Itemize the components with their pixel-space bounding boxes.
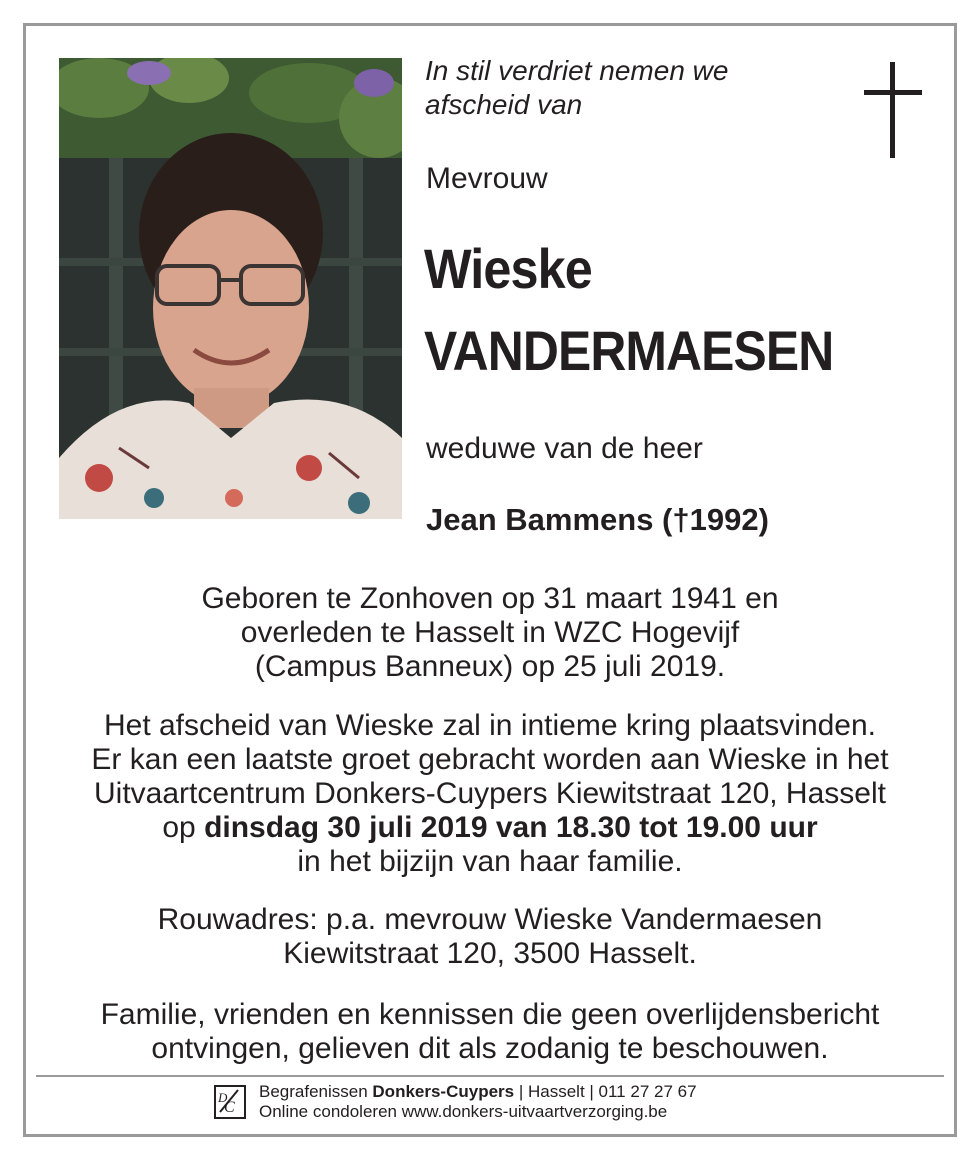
footer-details: | Hasselt | 011 27 27 67 bbox=[514, 1082, 697, 1101]
paragraph-line: Geboren te Zonhoven op 31 maart 1941 en bbox=[201, 582, 779, 615]
paragraph-line bbox=[40, 811, 940, 845]
paragraph-line: Rouwadres: p.a. mevrouw Wieske Vandermaesen bbox=[157, 903, 823, 936]
online-condolence-link[interactable]: Online condoleren www.donkers-uitvaartverzorging.be bbox=[259, 1102, 668, 1121]
closing-paragraph bbox=[40, 998, 940, 1066]
deceased-last-name: VANDERMAESEN bbox=[424, 319, 834, 382]
intro-line: In stil verdriet nemen we bbox=[425, 55, 729, 86]
intro-text bbox=[425, 54, 805, 122]
ceremony-datetime: dinsdag 30 juli 2019 van 18.30 tot 19.00 uur bbox=[204, 811, 818, 844]
paragraph-line: Uitvaartcentrum Donkers-Cuypers Kiewitstraat 120, Hasselt bbox=[94, 777, 886, 810]
footer-prefix: Begrafenissen bbox=[259, 1082, 373, 1101]
address-paragraph bbox=[40, 903, 940, 971]
spouse-name: Jean Bammens (†1992) bbox=[426, 502, 769, 537]
footer-text bbox=[259, 1082, 779, 1122]
paragraph-line: Het afscheid van Wieske zal in intieme kring plaatsvinden. bbox=[103, 709, 877, 742]
intro-line: afscheid van bbox=[425, 89, 583, 120]
paragraph-line: Familie, vrienden en kennissen die geen overlijdensbericht bbox=[100, 998, 880, 1031]
farewell-paragraph bbox=[40, 709, 940, 879]
cross-icon bbox=[864, 62, 922, 163]
paragraph-line: in het bijzijn van haar familie. bbox=[297, 845, 683, 878]
honorific: Mevrouw bbox=[426, 162, 548, 195]
footer-divider bbox=[36, 1075, 944, 1077]
paragraph-prefix: op bbox=[162, 811, 205, 844]
paragraph-line: Er kan een laatste groet gebracht worden aan Wieske in het bbox=[91, 743, 889, 776]
deceased-first-name: Wieske bbox=[424, 237, 592, 300]
company-name: Donkers-Cuypers bbox=[372, 1082, 515, 1101]
footer-line bbox=[259, 1082, 779, 1102]
paragraph-line: ontvingen, gelieven dit als zodanig te beschouwen. bbox=[151, 1032, 829, 1065]
svg-text:C: C bbox=[224, 1099, 235, 1116]
paragraph-line: (Campus Banneux) op 25 juli 2019. bbox=[254, 650, 726, 683]
relation-text: weduwe van de heer bbox=[426, 432, 703, 465]
paragraph-line: Kiewitstraat 120, 3500 Hasselt. bbox=[283, 937, 697, 970]
portrait-photo bbox=[59, 58, 402, 519]
funeral-home-logo-icon bbox=[212, 1082, 250, 1127]
birth-death-paragraph bbox=[40, 582, 940, 684]
svg-text:D: D bbox=[218, 1090, 228, 1105]
paragraph-line: overleden te Hasselt in WZC Hogevijf bbox=[240, 616, 740, 649]
